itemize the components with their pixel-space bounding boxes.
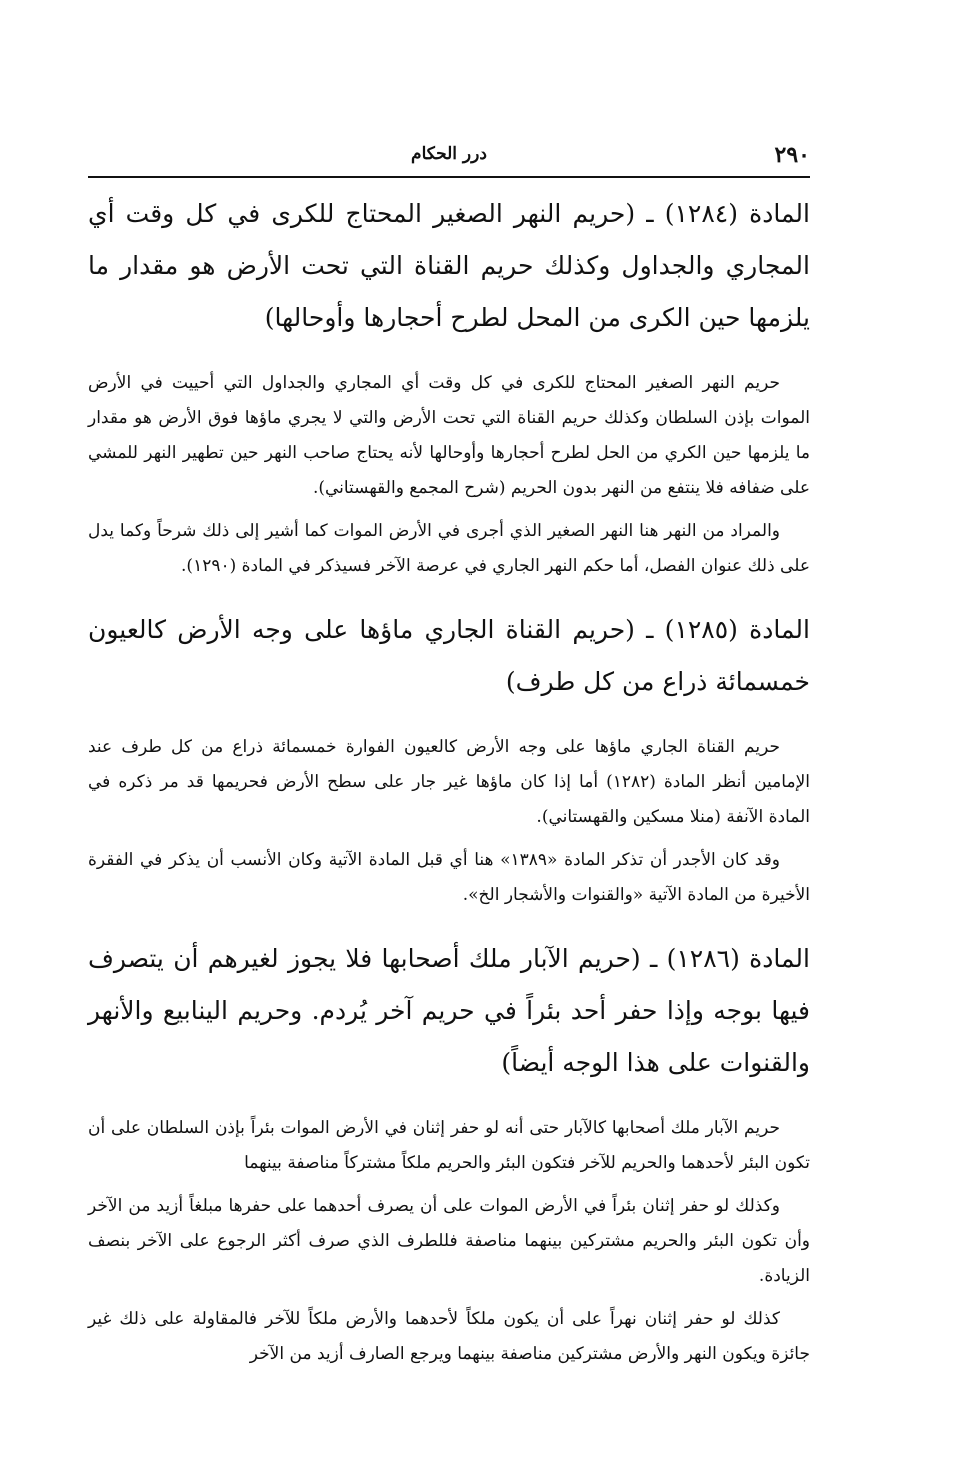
- page-number: ٢٩٠: [774, 142, 810, 168]
- article-1285-commentary-2: وقد كان الأجدر أن تذكر المادة «١٣٨٩» هنا أي قبل المادة الآتية وكان الأنسب أن يذكر في الفقرة الأخيرة من المادة الآتية «والقنوات والأشجار الخ».: [88, 850, 810, 905]
- article-1286-commentary-3: كذلك لو حفر إثنان نهراً على أن يكون ملكاً لأحدهما والأرض ملكاً للآخر فالمقاولة على ذلك غير جائزة ويكون النهر والأرض مشتركين مناصفة بينهما ويرجع الصارف أزيد من الآخر: [88, 1309, 810, 1364]
- article-1286-text: المادة (١٢٨٦) ـ (حريم الآبار ملك أصحابها فلا يجوز لغيرهم أن يتصرف فيها بوجه وإذا حفر أحد بئراً في حريم آخر يُردم. وحريم الينابيع والأنهر والقنوات على هذا الوجه أيضاً): [88, 944, 810, 1077]
- article-1285-text: المادة (١٢٨٥) ـ (حريم القناة الجاري ماؤها على وجه الأرض كالعيون خمسمائة ذراع من كل طرف): [88, 615, 810, 696]
- article-1286-commentary-1: حريم الآبار ملك أصحابها كالآبار حتى أنه لو حفر إثنان في الأرض الموات بئراً بإذن السلطان على أن تكون البئر لأحدهما والحريم للآخر فتكون البئر والحريم ملكاً مشتركاً مناصفة بينهما: [88, 1118, 810, 1173]
- article-1285-commentary-1: حريم القناة الجاري ماؤها على وجه الأرض كالعيون الفوارة خمسمائة ذراع من كل طرف عند الإمامين أنظر المادة (١٢٨٢) أما إذا كان ماؤها غير جار على سطح الأرض فحريمها قد مر ذكره في المادة الآنفة (منلا مسكين والقهستاني).: [88, 737, 810, 827]
- running-header: [88, 140, 810, 178]
- article-1284-text: المادة (١٢٨٤) ـ (حريم النهر الصغير المحتاج للكرى في كل وقت أي المجاري والجداول وكذلك حريم القناة التي تحت الأرض هو مقدار ما يلزمها حين الكرى من المحل لطرح أحجارها وأوحالها): [88, 199, 810, 332]
- article-1284-commentary-1: حريم النهر الصغير المحتاج للكرى في كل وقت أي المجاري والجداول التي أحييت في الأرض الموات بإذن السلطان وكذلك حريم القناة التي تحت الأرض والتي لا يجري ماؤها فوق الأرض هو مقدار ما يلزمها حين الكري من الحل لطرح أحجارها وأوحالها لأنه يحتاج صاحب النهر حين تطهير النهر للمشي على ضفافه فلا ينتفع من النهر بدون الحريم (شرح المجمع والقهستاني).: [88, 373, 810, 498]
- document-page: [88, 140, 810, 1380]
- article-1286-commentary-2: وكذلك لو حفر إثنان بئراً في الأرض الموات على أن يصرف أحدهما على حفرها مبلغاً أزيد من الآخر وأن تكون البئر والحريم مشتركين بينهما مناصفة فللطرف الذي صرف أكثر الرجوع على الآخر بنصف الزيادة.: [88, 1196, 810, 1286]
- article-1284-commentary-2: والمراد من النهر هنا النهر الصغير الذي أجرى في الأرض الموات كما أشير إلى ذلك شرحاً وكما يدل على ذلك عنوان الفصل، أما حكم النهر الجاري في عرصة الآخر فسيذكر في المادة (١٢٩٠).: [88, 521, 810, 576]
- book-title: درر الحكام: [411, 144, 487, 164]
